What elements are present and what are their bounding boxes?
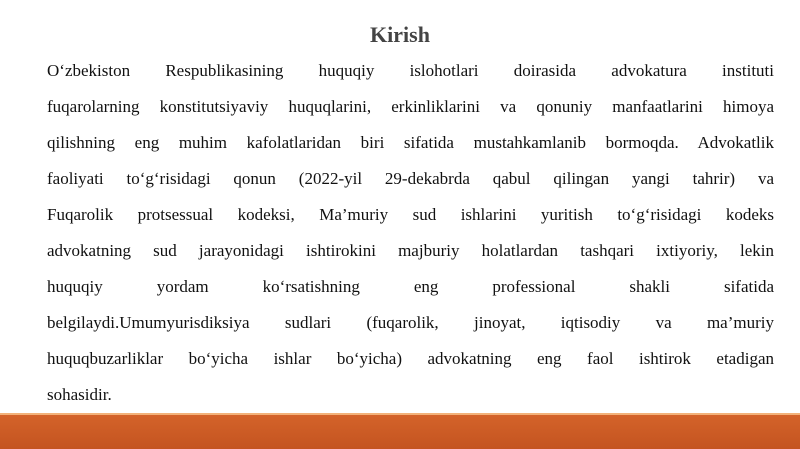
footer-band: [0, 415, 800, 449]
slide-body: [47, 53, 774, 413]
body-line: faoliyati to‘g‘risidagi qonun (2022-yil 29-dekabrda qabul qilingan yangi tahrir) va: [47, 169, 774, 188]
body-line: O‘zbekiston Respublikasining huquqiy islohotlari doirasida advokatura instituti: [47, 61, 774, 80]
body-line: belgilaydi.Umumyurisdiksiya sudlari (fuqarolik, jinoyat, iqtisodiy va ma’muriy: [47, 313, 774, 332]
body-line: huquqbuzarliklar bo‘yicha ishlar bo‘yicha) advokatning eng faol ishtirok etadigan: [47, 349, 774, 368]
slide-title: Kirish: [370, 22, 430, 47]
body-line: advokatning sud jarayonidagi ishtirokini majburiy holatlardan tashqari ixtiyoriy, lekin: [47, 241, 774, 260]
body-line: fuqarolarning konstitutsiyaviy huquqlarini, erkinliklarini va qonuniy manfaatlarini himoya: [47, 97, 774, 116]
body-line: sohasidir.: [47, 385, 112, 404]
body-line: huquqiy yordam ko‘rsatishning eng professional shakli sifatida: [47, 277, 774, 296]
body-line: Fuqarolik protsessual kodeksi, Ma’muriy sud ishlarini yuritish to‘g‘risidagi kodeks: [47, 205, 774, 224]
body-line: qilishning eng muhim kafolatlaridan biri sifatida mustahkamlanib bormoqda. Advokatlik: [47, 133, 774, 152]
